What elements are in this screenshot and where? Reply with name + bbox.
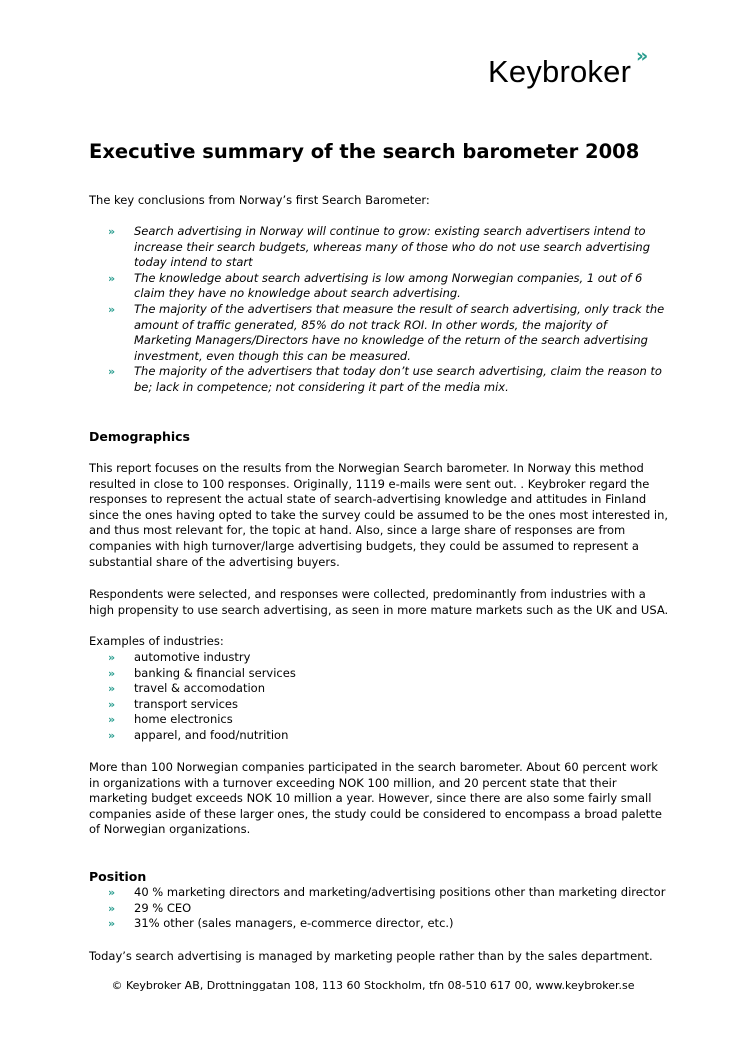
bullet-chevron-icon: » [108,651,116,664]
list-item: » The knowledge about search advertising is low among Norwegian companies, 1 out of 6 claim they have no knowledge about search advertising. [108,270,643,301]
industries-list [108,650,668,744]
list-item: » The majority of the advertisers that measure the result of search advertising, only track the amount of traffic generated, 85% do not track ROI. In other words, the majority of Marketing Managers/Directors have no knowledge of the return of the search advertising investment, even though this can be measured. [108,301,665,363]
list-item: » banking & financial services [108,665,296,680]
list-item: » travel & accomodation [108,681,265,696]
intro-text: The key conclusions from Norway’s first Search Barometer: [89,193,430,207]
list-item: » Search advertising in Norway will continue to grow: existing search advertisers intend to increase their search budgets, whereas many of those who do not use search advertising today intend to start [108,224,650,270]
bullet-chevron-icon: » [108,728,116,742]
bullet-chevron-icon: » [108,917,116,931]
logo-wordmark: Keybroker [488,54,632,89]
list-item: » 40 % marketing directors and marketing/advertising positions other than marketing director [108,885,666,899]
position-summary: Today’s search advertising is managed by marketing people rather than by the sales department. [89,949,653,963]
list-item: » home electronics [108,712,233,727]
page-title: Executive summary of the search barometer 2008 [89,140,640,163]
list-item: » 31% other (sales managers, e-commerce director, etc.) [108,916,454,931]
industries-label: Examples of industries: [89,634,224,648]
logo-chevron-icon: » [636,45,649,67]
demographics-paragraph-1: This report focuses on the results from the Norwegian Search barometer. In Norway this method resulted in close to 100 responses. Originally, 1119 e-mails were sent out. . Keybroker regard the responses to represent the actual state of search-advertising knowledge and attitudes in Finland since the ones having opted to take the survey could be assumed to be the ones most interested in, and thus most relevant for, the topic at hand. Also, since a large share of responses are from companies with high turnover/large advertising budgets, they could be assumed to represent a substantial share of the advertising buyers. [89,461,669,569]
bullet-chevron-icon: » [108,225,116,238]
conclusions-list [108,224,668,396]
bullet-chevron-icon: » [108,697,116,711]
demographics-heading: Demographics [89,429,190,444]
bullet-chevron-icon: » [108,271,116,285]
list-item: » 29 % CEO [108,900,192,915]
bullet-chevron-icon: » [108,886,116,899]
bullet-chevron-icon: » [108,666,116,680]
list-item: » The majority of the advertisers that today don’t use search advertising, claim the reason to be; lack in competence; not considering it part of the media mix. [108,364,662,394]
bullet-chevron-icon: » [108,713,116,727]
bullet-chevron-icon: » [108,365,116,379]
footer-contact: © Keybroker AB, Drottninggatan 108, 113 60 Stockholm, tfn 08-510 617 00, www.keybroker.se [111,979,635,992]
demographics-paragraph-2: Respondents were selected, and responses were collected, predominantly from industries with a high propensity to use search advertising, as seen in more mature markets such as the UK and USA. [89,587,669,617]
demographics-paragraph-3: More than 100 Norwegian companies participated in the search barometer. About 60 percent work in organizations with a turnover exceeding NOK 100 million, and 20 percent state that their marketing budget exceeds NOK 10 million a year. However, since there are also some fairly small companies aside of these larger ones, the study could be considered to encompass a broad palette of Norwegian organizations. [89,760,662,837]
list-item: » transport services [108,696,238,711]
bullet-chevron-icon: » [108,901,116,915]
list-item: » automotive industry [108,650,251,664]
position-heading: Position [89,869,147,884]
keybroker-logo [488,45,649,90]
list-item: » apparel, and food/nutrition [108,727,289,742]
bullet-chevron-icon: » [108,302,116,316]
position-list [108,885,668,932]
bullet-chevron-icon: » [108,682,116,696]
